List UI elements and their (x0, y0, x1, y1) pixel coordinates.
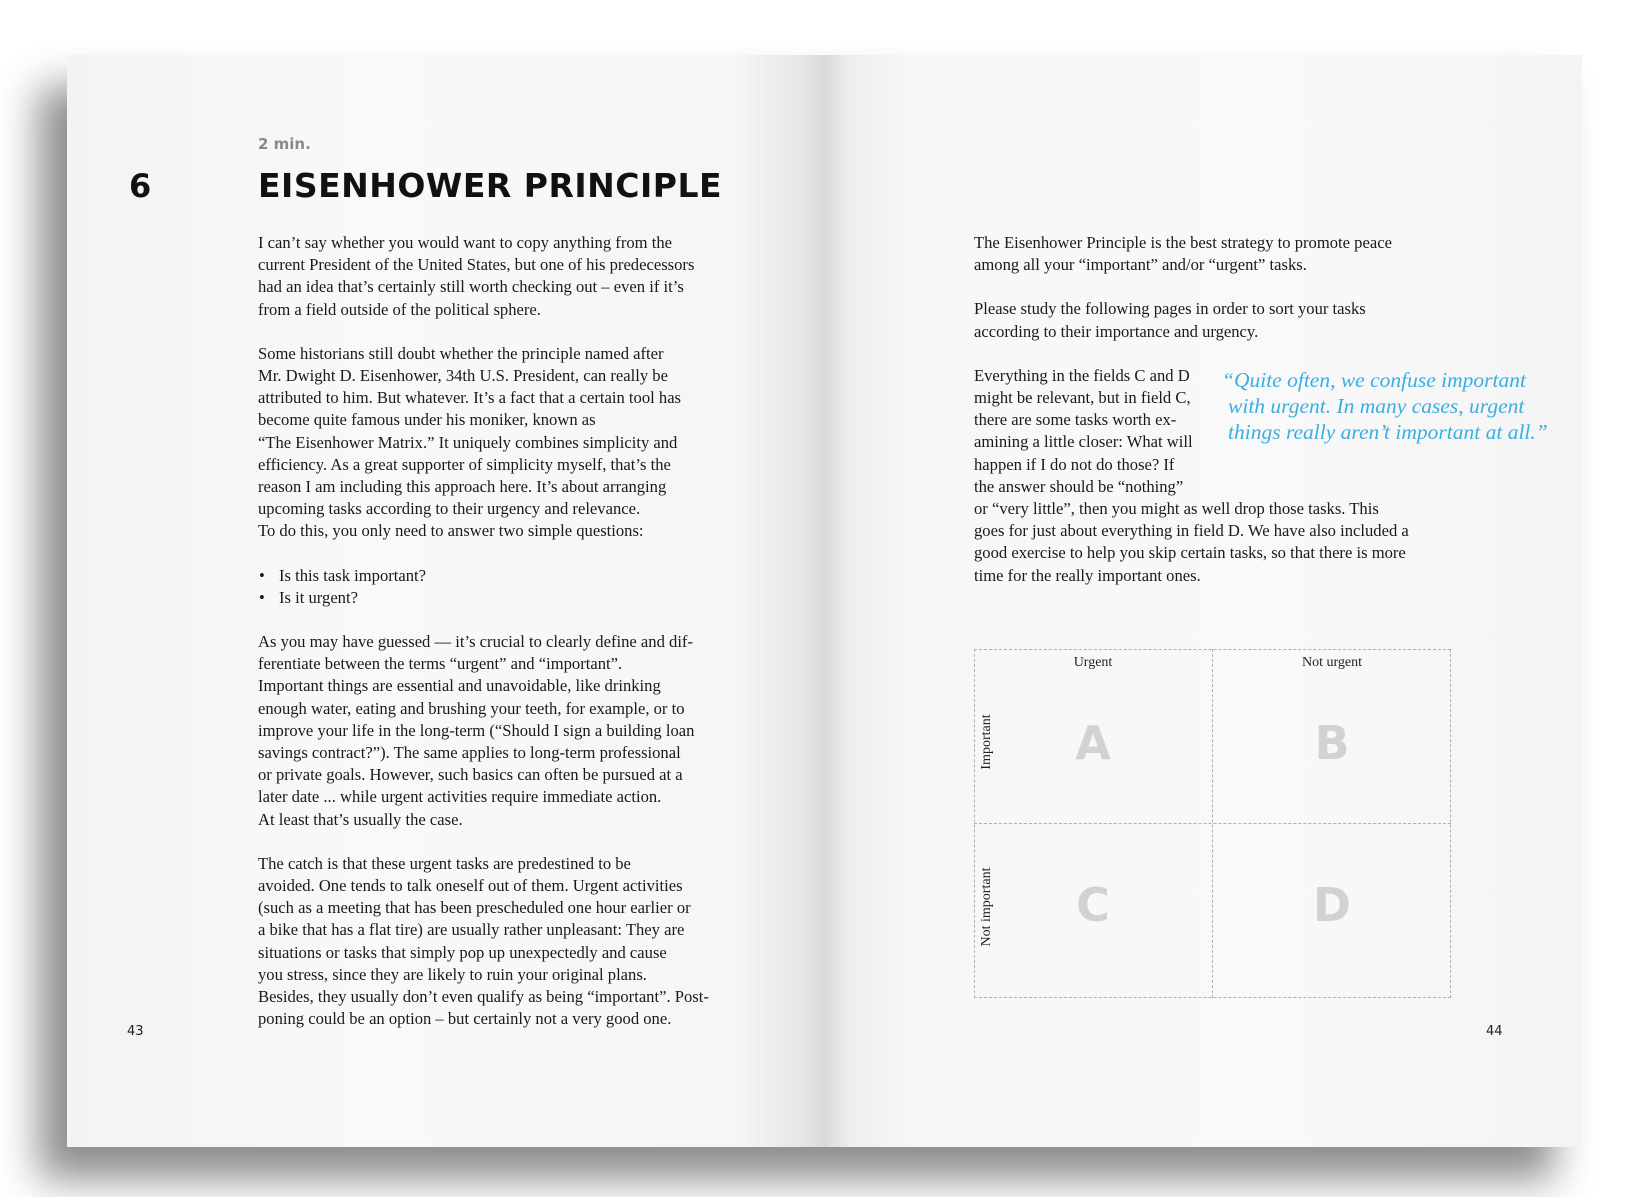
reading-duration: 2 min. (258, 135, 311, 153)
text-line: had an idea that’s certainly still worth checking out – even if it’s (258, 277, 684, 297)
quote-line: things really aren’t important at all.” (1228, 420, 1548, 444)
text-line: or private goals. However, such basics can often be pursued at a (258, 765, 683, 785)
paragraph-history (258, 343, 778, 543)
matrix-cell-c: C (1076, 878, 1110, 932)
pull-quote (1222, 367, 1562, 445)
book-spread (67, 55, 1582, 1147)
text-line: reason I am including this approach here. It’s about arranging (258, 477, 667, 497)
text-line: avoided. One tends to talk oneself out of them. Urgent activities (258, 876, 683, 896)
row-header-not-important: Not important (979, 867, 994, 947)
row-header-important: Important (979, 714, 994, 770)
text-line: might be relevant, but in field C, (974, 388, 1191, 408)
paragraph-intro (258, 232, 778, 321)
list-item: • Is this task important? (258, 565, 778, 587)
text-line: you stress, since they are likely to ruin your original plans. (258, 964, 647, 984)
text-line: Besides, they usually don’t even qualify as being “important”. Post- (258, 987, 709, 1007)
text-line: situations or tasks that simply pop up unexpectedly and cause (258, 942, 667, 962)
text-line: a bike that has a flat tire) are usually rather unpleasant: They are (258, 920, 685, 940)
list-item: • Is it urgent? (258, 587, 778, 609)
text-line: improve your life in the long-term (“Should I sign a building loan (258, 720, 695, 740)
text-line: The catch is that these urgent tasks are predestined to be (258, 853, 631, 873)
left-body (258, 232, 778, 1031)
eisenhower-matrix (974, 649, 1451, 998)
text-line: Mr. Dwight D. Eisenhower, 34th U.S. President, can really be (258, 366, 668, 386)
chapter-number: 6 (129, 167, 152, 205)
text-line: or “very little”, then you might as well drop those tasks. This (974, 499, 1379, 519)
text-line: poning could be an option – but certainly not a very good one. (258, 1009, 672, 1029)
chapter-title: EISENHOWER PRINCIPLE (258, 166, 723, 205)
text-line: The Eisenhower Principle is the best strategy to promote peace (974, 233, 1392, 252)
matrix-cell-b: B (1314, 716, 1350, 770)
text-line: (such as a meeting that has been prescheduled one hour earlier or (258, 898, 691, 918)
text-line: Everything in the fields C and D (974, 365, 1190, 385)
text-line: goes for just about everything in field D. We have also included a (974, 521, 1409, 541)
matrix-cell-d: D (1312, 878, 1352, 932)
quote-line: with urgent. In many cases, urgent (1228, 394, 1525, 418)
text-line: from a field outside of the political sphere. (258, 299, 541, 319)
text-line: Please study the following pages in order to sort your tasks (974, 299, 1366, 319)
text-line: At least that’s usually the case. (258, 809, 463, 829)
text-line: As you may have guessed — it’s crucial to clearly define and dif- (258, 632, 693, 652)
text-line: there are some tasks worth ex- (974, 410, 1177, 430)
text-line: To do this, you only need to answer two simple questions: (258, 521, 644, 541)
text-line: time for the really important ones. (974, 565, 1201, 585)
text-line: current President of the United States, but one of his predecessors (258, 255, 695, 275)
paragraph-strategy (974, 232, 1454, 276)
paragraph-catch (258, 853, 778, 1031)
text-line: efficiency. As a great supporter of simplicity myself, that’s the (258, 454, 671, 474)
paragraph-definitions (258, 631, 778, 831)
text-line: attributed to him. But whatever. It’s a fact that a certain tool has (258, 388, 682, 408)
column-header-urgent: Urgent (1073, 655, 1113, 670)
text-line: among all your “important” and/or “urgent” tasks. (974, 255, 1307, 275)
text-line: “The Eisenhower Matrix.” It uniquely combines simplicity and (258, 432, 678, 452)
text-line: upcoming tasks according to their urgency and relevance. (258, 499, 641, 519)
matrix-cell-a: A (1075, 716, 1111, 770)
text-line: become quite famous under his moniker, known as (258, 410, 596, 430)
text-line: according to their importance and urgency. (974, 321, 1259, 341)
text-line: the answer should be “nothing” (974, 476, 1184, 496)
text-line: ferentiate between the terms “urgent” and “important”. (258, 654, 623, 674)
left-page (67, 55, 826, 1147)
paragraph-instructions (974, 298, 1454, 342)
text-line: Important things are essential and unavoidable, like drinking (258, 676, 661, 696)
column-header-not-urgent: Not urgent (1301, 655, 1362, 670)
text-line: Some historians still doubt whether the principle named after (258, 343, 664, 363)
page-number-left: 43 (127, 1024, 144, 1039)
quote-line: “Quite often, we confuse important (1222, 368, 1526, 392)
matrix-divider-horizontal (974, 823, 1451, 824)
text-line: enough water, eating and brushing your teeth, for example, or to (258, 698, 685, 718)
right-page (826, 55, 1582, 1147)
text-line: amining a little closer: What will (974, 432, 1193, 452)
text-line: happen if I do not do those? If (974, 454, 1175, 474)
page-number-right: 44 (1486, 1024, 1503, 1039)
text-line: good exercise to help you skip certain tasks, so that there is more (974, 543, 1406, 563)
question-list (258, 565, 778, 609)
text-line: I can’t say whether you would want to copy anything from the (258, 233, 672, 252)
text-line: later date ... while urgent activities require immediate action. (258, 787, 662, 807)
text-line: savings contract?”). The same applies to long-term professional (258, 743, 681, 763)
